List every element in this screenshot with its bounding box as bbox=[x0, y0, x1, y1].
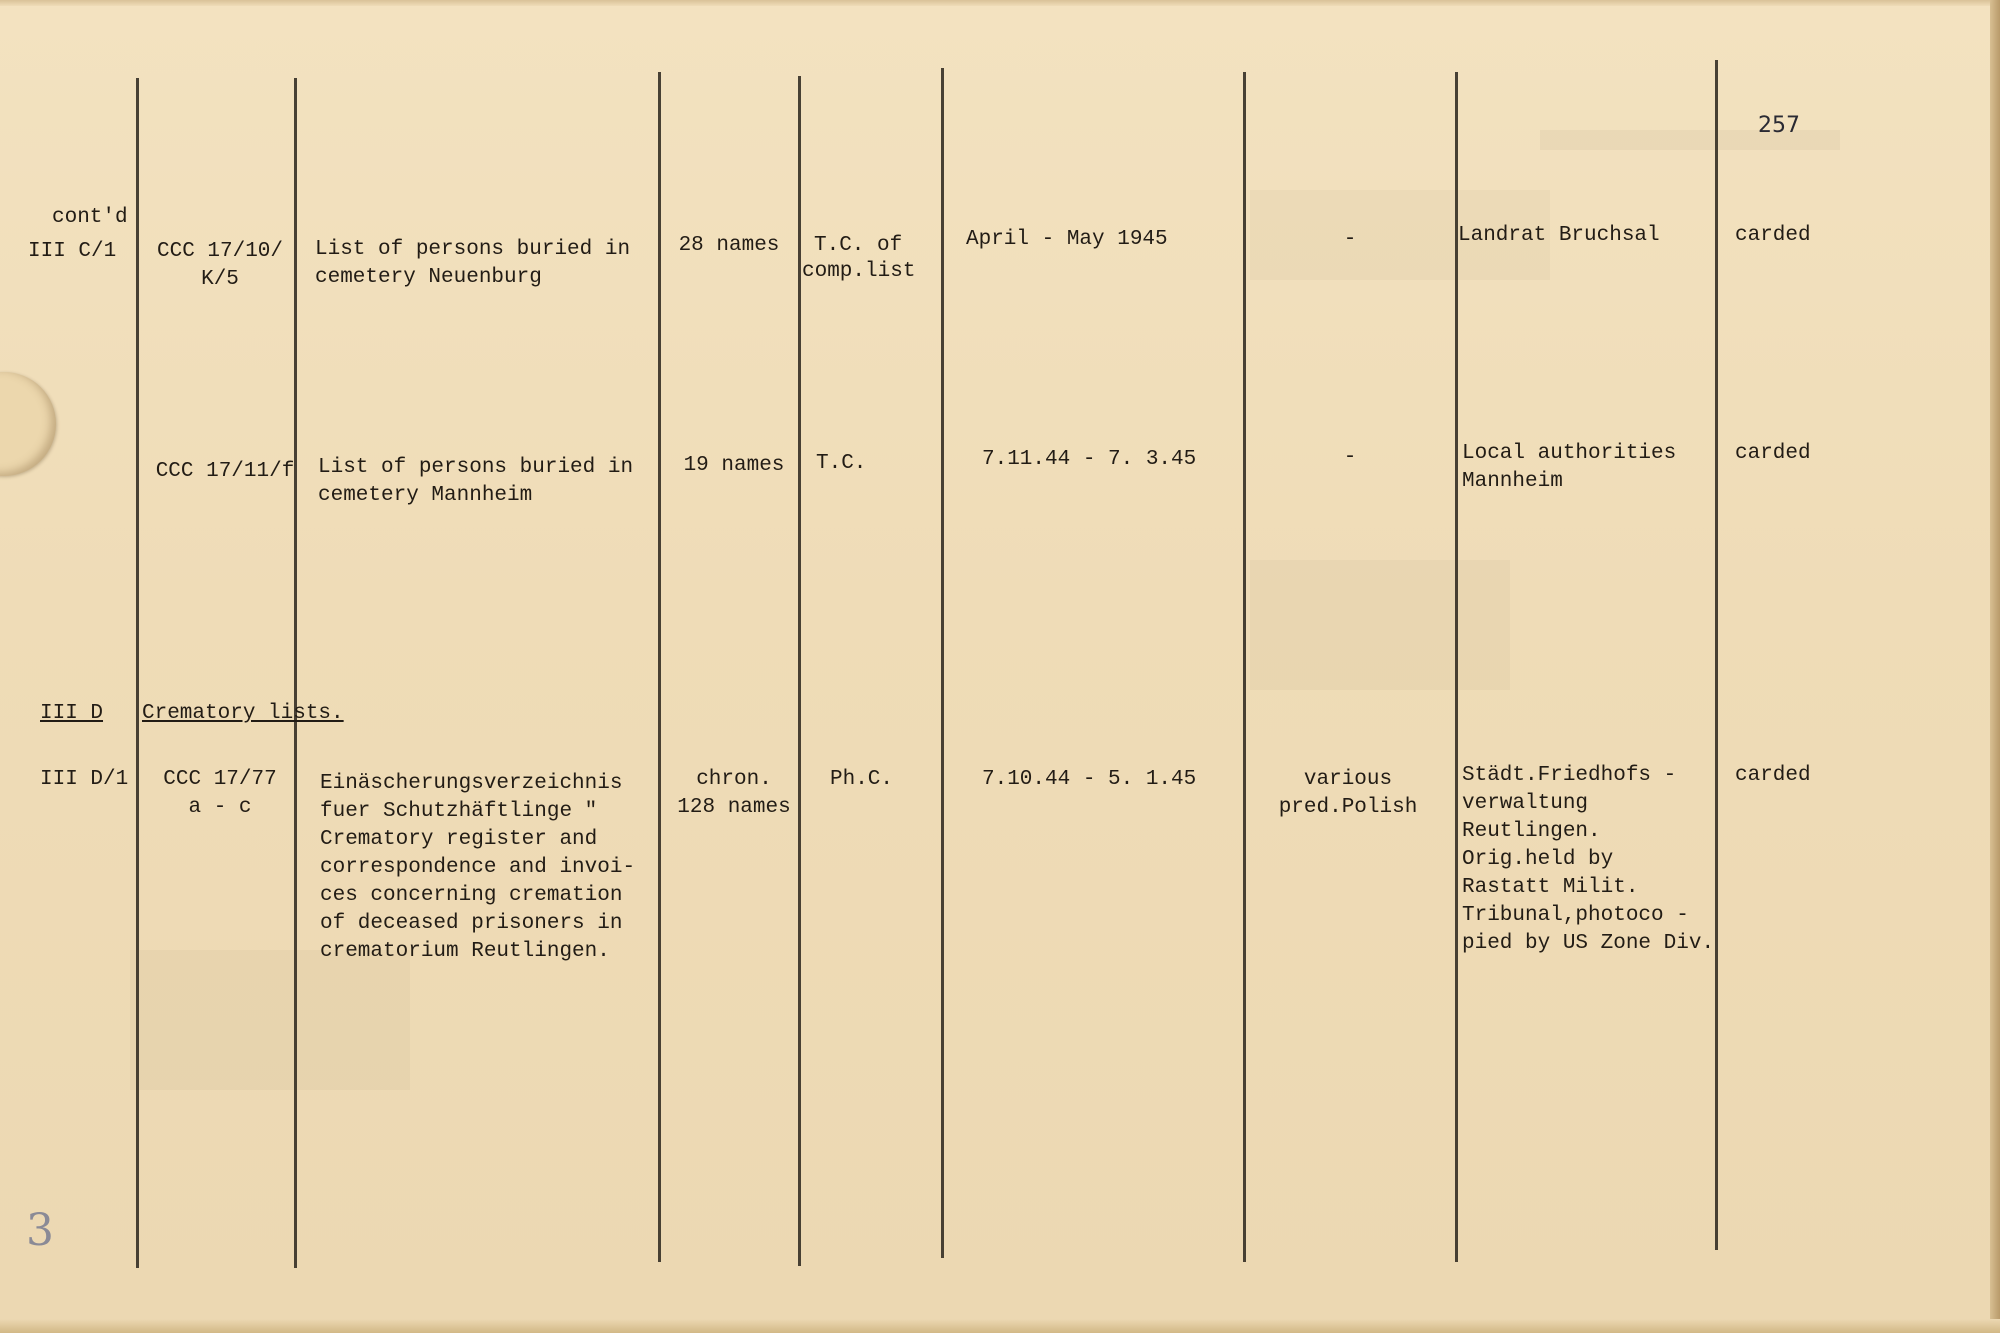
page-top-edge bbox=[0, 0, 2000, 6]
source: Tribunal,photoco - bbox=[1462, 904, 1689, 927]
description-line: Einäscherungsverzeichnis bbox=[320, 772, 623, 795]
copy-form: comp.list bbox=[802, 260, 916, 283]
description-line: correspondence and invoi- bbox=[320, 856, 636, 879]
bleed-through-texture bbox=[1250, 560, 1510, 690]
file-number: CCC 17/77 bbox=[163, 768, 277, 791]
file-number: a - c bbox=[188, 796, 252, 819]
source: Landrat Bruchsal bbox=[1458, 224, 1660, 247]
column-rule bbox=[294, 78, 297, 1268]
description-line: of deceased prisoners in bbox=[320, 912, 623, 935]
quantity: chron. bbox=[696, 768, 772, 791]
source: Mannheim bbox=[1462, 470, 1563, 493]
nationality: pred.Polish bbox=[1278, 796, 1418, 819]
source: Orig.held by bbox=[1462, 848, 1614, 871]
quantity: 128 names bbox=[677, 796, 791, 819]
period: April - May 1945 bbox=[966, 228, 1168, 251]
description-line: Crematory register and bbox=[320, 828, 598, 851]
source: Städt.Friedhofs - bbox=[1462, 764, 1677, 787]
column-rule bbox=[798, 76, 801, 1266]
status: carded bbox=[1735, 764, 1811, 787]
description-line: crematorium Reutlingen. bbox=[320, 940, 610, 963]
page-number: 257 bbox=[1758, 113, 1800, 138]
column-rule bbox=[941, 68, 944, 1258]
source: pied by US Zone Div. bbox=[1462, 932, 1715, 955]
file-number: CCC 17/10/ bbox=[156, 240, 284, 263]
bleed-through-texture bbox=[130, 950, 410, 1090]
status: carded bbox=[1735, 442, 1811, 465]
margin-mark: 3 bbox=[26, 1205, 54, 1256]
section-heading-ref: III D bbox=[40, 702, 104, 725]
status: carded bbox=[1735, 224, 1811, 247]
column-rule bbox=[136, 78, 139, 1268]
row-reference: III D/1 bbox=[40, 768, 129, 791]
nationality: - bbox=[1343, 446, 1357, 469]
quantity: 19 names bbox=[683, 454, 785, 477]
description-line: fuer Schutzhäftlinge " bbox=[320, 800, 598, 823]
column-rule bbox=[1455, 72, 1458, 1262]
nationality: - bbox=[1343, 228, 1357, 251]
page-binding-edge bbox=[1990, 0, 2000, 1333]
copy-form: T.C. bbox=[816, 452, 867, 475]
file-number: CCC 17/11/f bbox=[155, 460, 295, 483]
copy-form: Ph.C. bbox=[830, 768, 894, 791]
source: Rastatt Milit. bbox=[1462, 876, 1639, 899]
description-line: List of persons buried in bbox=[318, 456, 634, 479]
column-rule bbox=[1243, 72, 1246, 1262]
source: verwaltung bbox=[1462, 792, 1589, 815]
row-reference: III C/1 bbox=[28, 240, 117, 263]
description-line: cemetery Mannheim bbox=[318, 484, 533, 507]
description-line: ces concerning cremation bbox=[320, 884, 623, 907]
source: Local authorities bbox=[1462, 442, 1677, 465]
file-number: K/5 bbox=[201, 268, 239, 291]
column-rule bbox=[658, 72, 661, 1262]
period: 7.11.44 - 7. 3.45 bbox=[982, 448, 1197, 471]
quantity: 28 names bbox=[678, 234, 780, 257]
page-bottom-edge bbox=[0, 1319, 2000, 1333]
section-heading-title: Crematory lists. bbox=[142, 702, 344, 725]
description-line: cemetery Neuenburg bbox=[315, 266, 542, 289]
nationality: various bbox=[1303, 768, 1393, 791]
column-rule bbox=[1715, 60, 1718, 1250]
index-tab-cutout bbox=[0, 372, 56, 476]
copy-form: T.C. of bbox=[814, 234, 903, 257]
continued-label: cont'd bbox=[52, 206, 128, 229]
period: 7.10.44 - 5. 1.45 bbox=[982, 768, 1197, 791]
description-line: List of persons buried in bbox=[315, 238, 631, 261]
source: Reutlingen. bbox=[1462, 820, 1601, 843]
